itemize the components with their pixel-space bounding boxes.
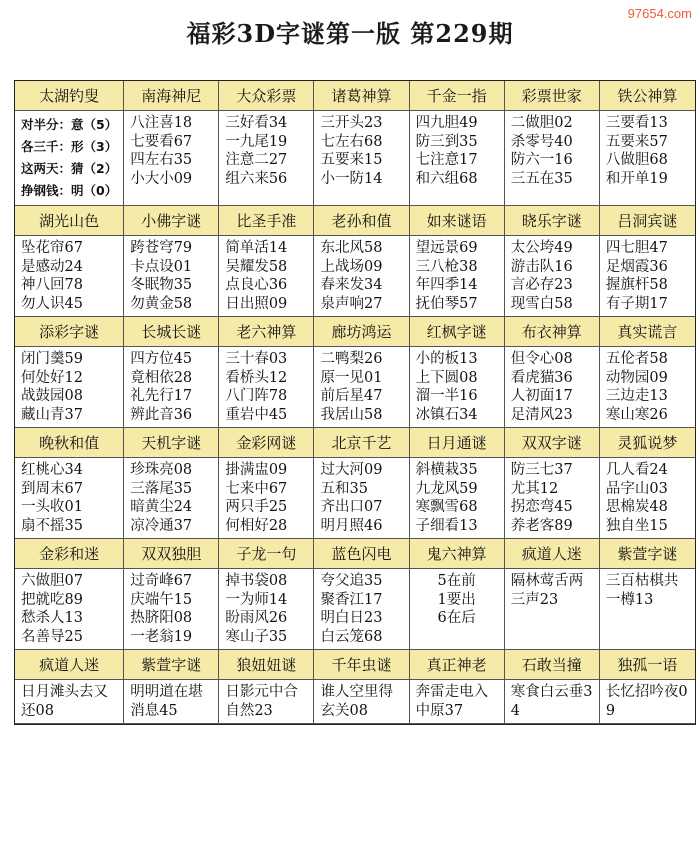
- riddle-line: 溜一半16: [415, 388, 478, 404]
- riddle-line: 三落尾35: [130, 480, 193, 497]
- riddle-line: 有子期17: [605, 295, 668, 312]
- riddle-line: 泉声响27: [320, 295, 383, 312]
- riddle-cell: [505, 458, 600, 539]
- riddle-cell: [219, 111, 314, 206]
- riddle-line: 过大河09: [320, 462, 383, 478]
- riddle-line: 上战场09: [320, 258, 383, 275]
- column-header: [219, 206, 314, 236]
- riddle-line: 足烟霞36: [605, 258, 668, 275]
- riddle-line: 冰镇石34: [415, 406, 478, 423]
- column-header-label: 添彩字谜: [39, 323, 100, 341]
- riddle-cell: [15, 347, 124, 428]
- riddle-line: 愁杀人13: [21, 610, 83, 626]
- column-header: [124, 650, 219, 680]
- riddle-line: 尤其12: [510, 480, 559, 497]
- riddle-line: 掛满盅09: [225, 462, 288, 478]
- riddle-line: 何处好12: [21, 369, 83, 386]
- column-header-label: 晚秋和值: [39, 434, 100, 452]
- riddle-line: 明月照46: [320, 517, 383, 534]
- riddle-cell: [124, 111, 219, 206]
- riddle-line: 游击队16: [510, 258, 573, 275]
- column-header-label: 小佛字谜: [141, 212, 202, 230]
- riddle-line: 看桥头12: [225, 369, 288, 386]
- riddle-line: 三十春03: [225, 351, 288, 367]
- column-header: [219, 81, 314, 111]
- riddle-line: 思棉炭48: [605, 499, 668, 515]
- riddle-line: 日出照09: [225, 295, 288, 312]
- riddle-line: 何相好28: [225, 517, 288, 534]
- riddle-line: 五和35: [320, 480, 368, 497]
- column-header-label: 疯道人迷: [521, 545, 582, 563]
- column-header: [219, 539, 314, 569]
- column-header-label: 如来谜语: [426, 212, 487, 230]
- column-header-label: 鬼六神算: [426, 545, 487, 563]
- column-header-label: 狼妞妞谜: [236, 656, 297, 674]
- riddle-line: 三开头23: [320, 115, 383, 131]
- riddle-line: 五要来57: [605, 133, 668, 150]
- column-header: [600, 539, 695, 569]
- riddle-line: 冬眠物35: [130, 277, 193, 293]
- riddle-cell: [410, 458, 505, 539]
- riddle-line: 太公垮49: [510, 240, 573, 256]
- riddle-line: 扇不摇35: [21, 517, 83, 534]
- riddle-cell: [505, 111, 600, 206]
- riddle-line: 礼先行17: [130, 388, 193, 404]
- column-header: [410, 650, 505, 680]
- riddle-cell: [219, 569, 314, 650]
- riddle-line: 掉书袋08: [225, 573, 288, 589]
- column-header: [124, 428, 219, 458]
- riddle-line: 1要出: [437, 591, 476, 608]
- riddle-cell: [124, 569, 219, 650]
- column-header: [314, 317, 409, 347]
- riddle-line: 斜横栽35: [415, 462, 478, 478]
- riddle-line: 握旗杆58: [605, 277, 668, 293]
- riddle-line: 几人看24: [605, 462, 668, 478]
- column-header-label: 红枫字谜: [426, 323, 487, 341]
- column-header: [15, 206, 124, 236]
- column-header: [600, 650, 695, 680]
- riddle-line: 白云笼68: [320, 628, 383, 645]
- column-header: [219, 428, 314, 458]
- column-header-label: 布衣神算: [521, 323, 582, 341]
- riddle-grid: [15, 81, 695, 724]
- riddle-line: 言必存23: [510, 277, 573, 293]
- column-header: [15, 81, 124, 111]
- column-header-label: 千年虫谜: [331, 656, 392, 674]
- riddle-line: 组六来56: [225, 170, 288, 187]
- riddle-line: 四方位45: [130, 351, 193, 367]
- column-header-label: 长城长谜: [141, 323, 202, 341]
- riddle-line: 红桃心34: [21, 462, 83, 478]
- column-header: [600, 81, 695, 111]
- riddle-line: 养老客89: [510, 517, 573, 534]
- riddle-cell: [124, 236, 219, 317]
- riddle-line: 是感动24: [21, 258, 83, 275]
- riddle-line: 谁人空里得玄关08: [320, 684, 393, 719]
- riddle-cell: [600, 347, 695, 428]
- riddle-line: 独自坐15: [605, 517, 668, 534]
- column-header: [15, 539, 124, 569]
- column-header: [124, 206, 219, 236]
- riddle-line: 和开单19: [605, 170, 668, 187]
- riddle-cell: [314, 347, 409, 428]
- riddle-line: 明白日23: [320, 610, 383, 626]
- column-header: [505, 650, 600, 680]
- riddle-line: 寒山子35: [225, 628, 288, 645]
- column-header-label: 吕洞宾谜: [617, 212, 678, 230]
- riddle-line: 把就吃89: [21, 591, 83, 608]
- riddle-line: 聚香江17: [320, 591, 383, 608]
- riddle-cell: [219, 347, 314, 428]
- riddle-line: 七注意17: [415, 152, 478, 168]
- column-header: [15, 650, 124, 680]
- column-header: [410, 317, 505, 347]
- riddle-line: 八做胆68: [605, 152, 668, 168]
- riddle-cell: [600, 680, 695, 724]
- column-header-label: 铁公神算: [617, 87, 678, 105]
- column-header: [505, 317, 600, 347]
- riddle-line: 年四季14: [415, 277, 478, 293]
- riddle-line: 寒飘雪68: [415, 499, 478, 515]
- riddle-line: 足清风23: [510, 406, 573, 423]
- riddle-line: 七左右68: [320, 133, 383, 150]
- column-header-label: 大众彩票: [236, 87, 297, 105]
- riddle-cell: [600, 458, 695, 539]
- column-header-label: 太湖钓叟: [39, 87, 100, 105]
- column-header-label: 南海神尼: [141, 87, 202, 105]
- riddle-line: 我居山58: [320, 406, 383, 423]
- page-title: 福彩3D字谜第一版 第229期: [186, 19, 514, 48]
- riddle-line: 过奇峰67: [130, 573, 193, 589]
- column-header: [600, 317, 695, 347]
- column-header-label: 真正神老: [426, 656, 487, 674]
- riddle-cell: [124, 680, 219, 724]
- riddle-line: 简单活14: [225, 240, 288, 256]
- riddle-line: 藏山青37: [21, 406, 83, 423]
- column-header: [600, 206, 695, 236]
- riddle-line: 八注喜18: [130, 115, 193, 131]
- column-header-label: 比圣手准: [236, 212, 297, 230]
- riddle-line: 小的板13: [415, 351, 478, 367]
- riddle-cell: [15, 569, 124, 650]
- riddle-line: 小一防14: [320, 170, 383, 187]
- riddle-cell: [219, 680, 314, 724]
- riddle-cell: [410, 111, 505, 206]
- riddle-line: 点良心36: [225, 277, 288, 293]
- riddle-line: 和六组68: [415, 170, 478, 187]
- riddle-line: 辨此音36: [130, 406, 193, 423]
- riddle-line: 三百枯棋共一樽13: [605, 573, 679, 608]
- column-header: [314, 206, 409, 236]
- riddle-line: 隔林莺舌两三声23: [510, 573, 584, 608]
- column-header-label: 廊坊鸿运: [331, 323, 392, 341]
- riddle-line: 吴耀发58: [225, 258, 288, 275]
- riddle-line: 勿黄金58: [130, 295, 193, 312]
- riddle-line: 三要看13: [605, 115, 668, 131]
- riddle-line: 四左右35: [130, 152, 193, 168]
- riddle-cell: [314, 236, 409, 317]
- column-header: [124, 81, 219, 111]
- riddle-line: 三边走13: [605, 388, 668, 404]
- column-header: [15, 317, 124, 347]
- site-watermark: 97654.com: [627, 6, 692, 21]
- riddle-cell: [410, 236, 505, 317]
- riddle-line: 庆端午15: [130, 591, 193, 608]
- riddle-line: 寒山寒26: [605, 406, 668, 423]
- column-header: [314, 81, 409, 111]
- column-header: [410, 206, 505, 236]
- riddle-line: 凉冷通37: [130, 517, 193, 534]
- riddle-cell: [219, 458, 314, 539]
- riddle-cell: [124, 458, 219, 539]
- riddle-line: 抚伯琴57: [415, 295, 478, 312]
- riddle-line: 奔雷走电入中原37: [415, 684, 489, 719]
- column-header: [314, 539, 409, 569]
- riddle-line: 五伦者58: [605, 351, 668, 367]
- riddle-line: 齐出口07: [320, 499, 383, 515]
- riddle-cell: [410, 347, 505, 428]
- column-header-label: 双双独胆: [141, 545, 202, 563]
- riddle-line: 一头收01: [21, 499, 83, 515]
- riddle-line: 人初面17: [510, 388, 573, 404]
- riddle-cell: [505, 347, 600, 428]
- riddle-line: 杀零号40: [510, 133, 573, 150]
- column-header-label: 诸葛神算: [331, 87, 392, 105]
- riddle-cell: [505, 680, 600, 724]
- column-header: [314, 650, 409, 680]
- column-header: [124, 317, 219, 347]
- riddle-line: 日影元中合自然23: [225, 684, 298, 719]
- riddle-line: 闭门羹59: [21, 351, 83, 367]
- riddle-cell: [314, 458, 409, 539]
- riddle-cell: [314, 111, 409, 206]
- riddle-cell: [600, 569, 695, 650]
- column-header: [124, 539, 219, 569]
- riddle-line: 夸父追35: [320, 573, 383, 589]
- riddle-line: 七来中67: [225, 480, 288, 497]
- riddle-line: 坠花帘67: [21, 240, 83, 256]
- riddle-line: 东北风58: [320, 240, 383, 256]
- riddle-line: 上下圆08: [415, 369, 478, 386]
- riddle-cell: [124, 347, 219, 428]
- riddle-cell: [314, 569, 409, 650]
- summary-line: 挣钢钱：明（0）: [21, 183, 118, 198]
- riddle-line: 三五在35: [510, 170, 573, 187]
- riddle-line: 战鼓园08: [21, 388, 83, 404]
- riddle-line: 原一见01: [320, 369, 383, 386]
- summary-line: 各三千：形（3）: [21, 139, 118, 154]
- column-header-label: 老六神算: [236, 323, 297, 341]
- column-header-label: 彩票世家: [521, 87, 582, 105]
- column-header-label: 紫萱字谜: [617, 545, 678, 563]
- riddle-line: 神八回78: [21, 277, 83, 293]
- riddle-line: 到周末67: [21, 480, 83, 497]
- riddle-line: 一九尾19: [225, 133, 288, 150]
- riddle-line: 日月滩头去又还08: [21, 684, 108, 719]
- riddle-line: 但令心08: [510, 351, 573, 367]
- riddle-line: 春来发34: [320, 277, 383, 293]
- riddle-line: 暗黄尘24: [130, 499, 193, 515]
- riddle-line: 二做胆02: [510, 115, 573, 131]
- riddle-cell: [505, 569, 600, 650]
- column-header: [505, 81, 600, 111]
- column-header: [505, 428, 600, 458]
- riddle-line: 六做胆07: [21, 573, 83, 589]
- riddle-line: 五要来15: [320, 152, 383, 168]
- riddle-cell: [410, 569, 505, 650]
- column-header: [314, 428, 409, 458]
- column-header-label: 灵狐说梦: [617, 434, 678, 452]
- riddle-cell: [314, 680, 409, 724]
- riddle-line: 子细看13: [415, 517, 478, 534]
- column-header: [410, 428, 505, 458]
- riddle-line: 防三七37: [510, 462, 573, 478]
- riddle-line: 看虎猫36: [510, 369, 573, 386]
- riddle-line: 长忆招吟夜09: [605, 684, 688, 719]
- column-header-label: 金彩网谜: [236, 434, 297, 452]
- column-header-label: 双双字谜: [521, 434, 582, 452]
- column-header-label: 天机字谜: [141, 434, 202, 452]
- summary-line: 这两天：猜（2）: [21, 161, 118, 176]
- column-header-label: 子龙一句: [236, 545, 297, 563]
- riddle-line: 四九胆49: [415, 115, 478, 131]
- riddle-line: 卡点设01: [130, 258, 193, 275]
- riddle-cell: [15, 680, 124, 724]
- riddle-line: 注意二27: [225, 152, 288, 168]
- riddle-line: 二鸭梨26: [320, 351, 383, 367]
- riddle-cell: [505, 236, 600, 317]
- riddle-cell: [15, 236, 124, 317]
- column-header: [505, 206, 600, 236]
- riddle-line: 竟相依28: [130, 369, 193, 386]
- riddle-line: 三好看34: [225, 115, 288, 131]
- column-header-label: 蓝色闪电: [331, 545, 392, 563]
- riddle-line: 八门阵78: [225, 388, 288, 404]
- riddle-cell: [219, 236, 314, 317]
- column-header: [15, 428, 124, 458]
- riddle-line: 明明道在堪消息45: [130, 684, 203, 719]
- riddle-cell: [600, 111, 695, 206]
- riddle-cell: [410, 680, 505, 724]
- column-header-label: 石敢当撞: [521, 656, 582, 674]
- column-header: [410, 81, 505, 111]
- riddle-line: 5在前: [437, 573, 476, 589]
- column-header: [505, 539, 600, 569]
- riddle-cell: [600, 236, 695, 317]
- column-header-label: 老孙和值: [331, 212, 392, 230]
- riddle-cell: [15, 111, 124, 206]
- riddle-line: 防三到35: [415, 133, 478, 150]
- riddle-line: 防六一16: [510, 152, 573, 168]
- column-header: [219, 650, 314, 680]
- column-header: [410, 539, 505, 569]
- riddle-cell: [15, 458, 124, 539]
- column-header-label: 真实谎言: [617, 323, 678, 341]
- riddle-line: 一为师14: [225, 591, 288, 608]
- riddle-line: 九龙风59: [415, 480, 478, 497]
- riddle-line: 6在后: [437, 610, 476, 626]
- column-header-label: 晓乐字谜: [521, 212, 582, 230]
- column-header-label: 紫萱字谜: [141, 656, 202, 674]
- riddle-line: 勿人识45: [21, 295, 83, 312]
- column-header-label: 北京千艺: [331, 434, 392, 452]
- riddle-line: 四七胆47: [605, 240, 668, 256]
- riddle-line: 盼雨风26: [225, 610, 288, 626]
- column-header-label: 湖光山色: [39, 212, 100, 230]
- column-header-label: 独孤一语: [617, 656, 678, 674]
- riddle-line: 小大小09: [130, 170, 193, 187]
- riddle-line: 重岩中45: [225, 406, 288, 423]
- riddle-line: 寒食白云垂34: [510, 684, 593, 719]
- column-header: [600, 428, 695, 458]
- summary-line: 对半分：意（5）: [21, 117, 118, 132]
- column-header: [219, 317, 314, 347]
- riddle-line: 望远景69: [415, 240, 478, 256]
- riddle-line: 珍珠亮08: [130, 462, 193, 478]
- riddle-line: 三八枪38: [415, 258, 478, 275]
- riddle-line: 动物园09: [605, 369, 668, 386]
- column-header-label: 金彩和迷: [39, 545, 100, 563]
- riddle-line: 两只手25: [225, 499, 288, 515]
- riddle-line: 一老翁19: [130, 628, 193, 645]
- column-header-label: 疯道人迷: [39, 656, 100, 674]
- riddle-line: 前后星47: [320, 388, 383, 404]
- column-header-label: 千金一指: [426, 87, 487, 105]
- riddle-line: 热脐阳08: [130, 610, 193, 626]
- riddle-line: 跨苍穹79: [130, 240, 193, 256]
- riddle-line: 七要看67: [130, 133, 193, 150]
- riddle-line: 品字山03: [605, 480, 668, 497]
- riddle-line: 现雪白58: [510, 295, 573, 312]
- riddle-board: [14, 80, 696, 725]
- column-header-label: 日月通谜: [426, 434, 487, 452]
- riddle-line: 拐恋弯45: [510, 499, 573, 515]
- riddle-line: 名善导25: [21, 628, 83, 645]
